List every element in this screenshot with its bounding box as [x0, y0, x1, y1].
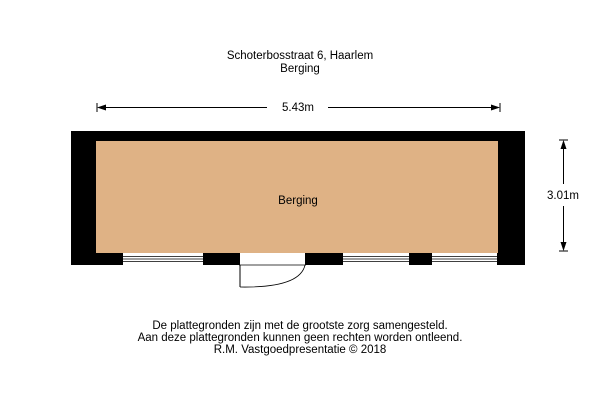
disclaimer-line-1: De plattegronden zijn met de grootste zorg samengesteld.	[152, 320, 448, 332]
width-label: 5.43m	[282, 102, 314, 114]
room-label: Berging	[278, 195, 318, 207]
window-2	[342, 253, 410, 265]
window-3	[431, 253, 498, 265]
plan-room-title: Berging	[280, 63, 320, 75]
copyright-line: R.M. Vastgoedpresentatie © 2018	[213, 344, 387, 356]
window-1	[122, 253, 204, 265]
disclaimer-line-2: Aan deze plattegronden kunnen geen rechten worden ontleend.	[137, 332, 463, 344]
width-dimension	[97, 102, 500, 114]
plan-address: Schoterbosstraat 6, Haarlem	[226, 50, 374, 62]
door	[239, 253, 306, 287]
depth-label: 3.01m	[547, 190, 579, 202]
depth-dimension	[547, 140, 579, 251]
